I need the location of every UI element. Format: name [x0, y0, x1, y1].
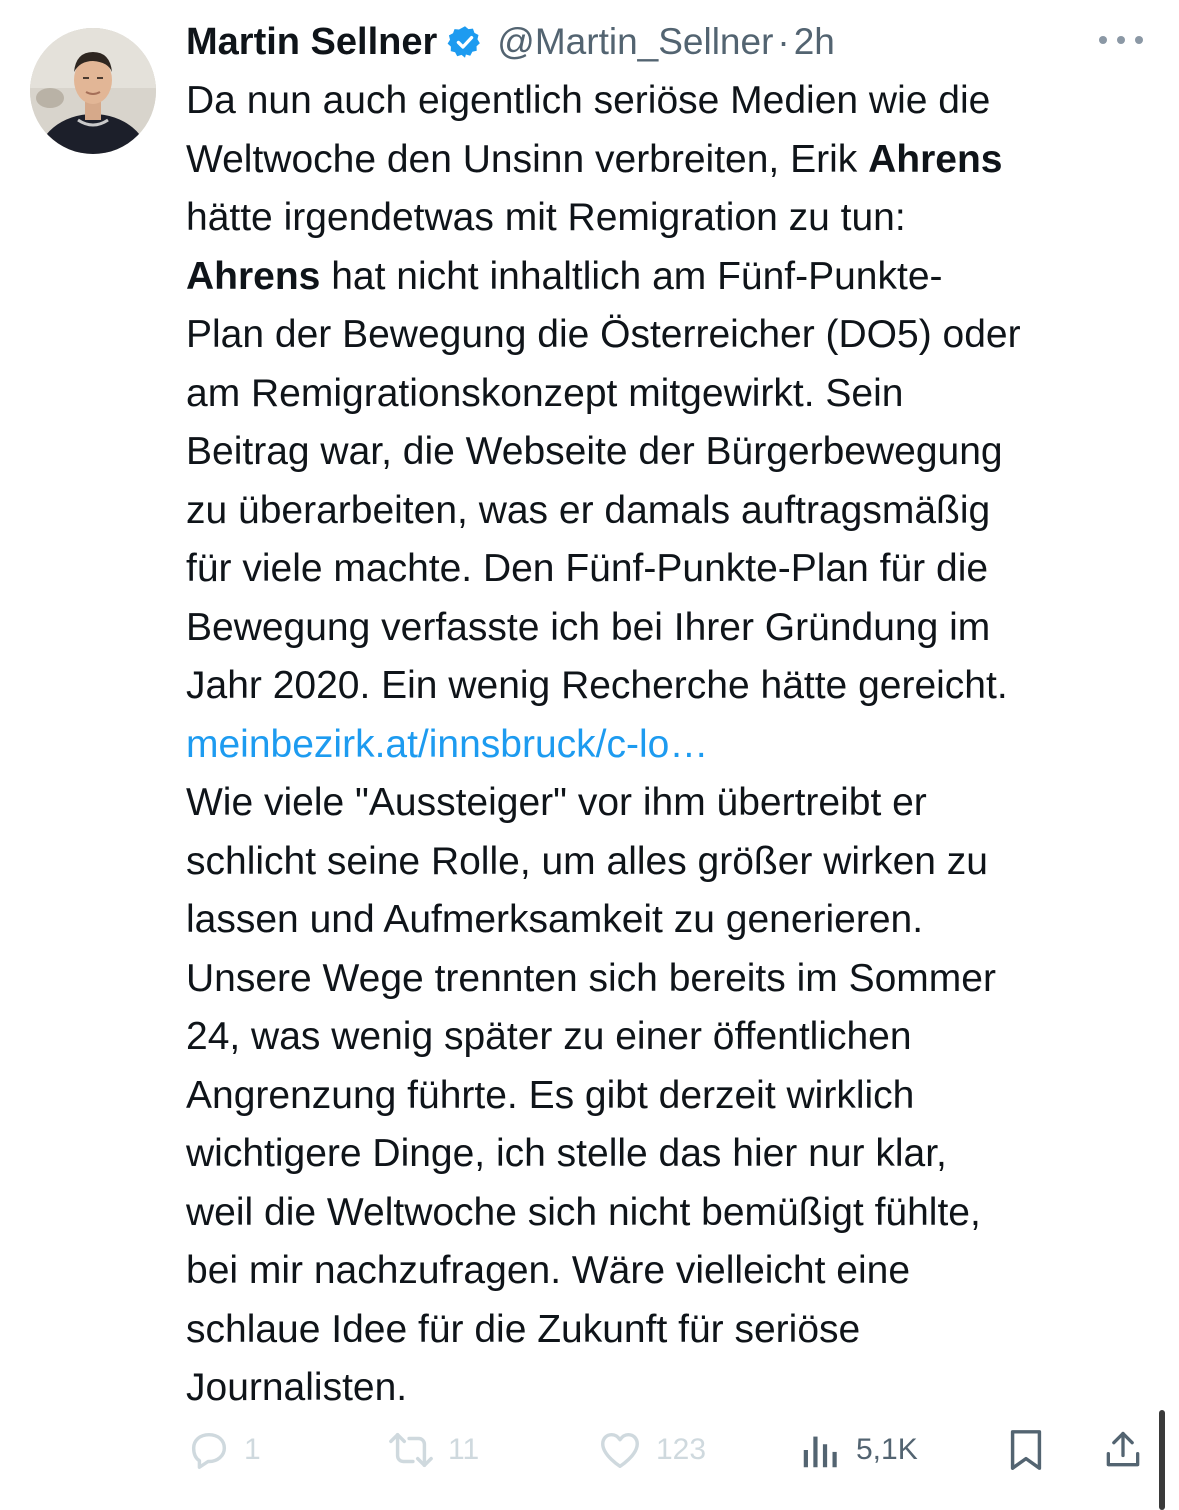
tweet-text-line — [186, 774, 1151, 833]
tweet-text-segment: wichtigere Dinge, ich stelle das hier nur klar, — [186, 1132, 947, 1175]
tweet-text-line — [186, 1067, 1151, 1126]
retweet-button[interactable] — [386, 1420, 479, 1480]
tweet-text-segment: lassen und Aufmerksamkeit zu generieren. — [186, 898, 924, 941]
tweet-text-segment: Beitrag war, die Webseite der Bürgerbewegung — [186, 430, 1003, 473]
tweet-text-line — [186, 72, 1151, 131]
tweet-text-line — [186, 306, 1151, 365]
heart-icon — [596, 1427, 644, 1473]
reply-count: 1 — [244, 1433, 261, 1466]
tweet-text-segment: Da nun auch eigentlich seriöse Medien wie die — [186, 79, 991, 122]
meta-separator: · — [777, 21, 790, 62]
tweet-text-line — [186, 248, 1151, 307]
tweet-text-segment: zu überarbeiten, was er damals auftragsmäßig — [186, 488, 991, 532]
tweet-text-line — [186, 1359, 1151, 1418]
like-button[interactable] — [596, 1420, 706, 1480]
tweet-text-line — [186, 657, 1151, 716]
tweet-text-segment: Bewegung verfasste ich bei Ihrer Gründung im — [186, 605, 991, 649]
tweet-text-segment: für viele machte. Den Fünf-Punkte-Plan für die — [186, 547, 989, 590]
tweet-text-line — [186, 1008, 1151, 1067]
tweet-text-segment: schlaue Idee für die Zukunft für seriöse — [186, 1307, 861, 1351]
views-count: 5,1K — [856, 1433, 918, 1466]
tweet-text-segment: weil die Weltwoche sich nicht bemüßigt fühlte, — [186, 1190, 981, 1234]
tweet-actions — [186, 1420, 1151, 1480]
tweet-text — [186, 72, 1151, 1418]
author-handle[interactable]: @Martin_Sellner — [497, 21, 774, 62]
tweet-text-line — [186, 189, 1151, 248]
tweet-text-line — [186, 365, 1151, 424]
author-avatar[interactable] — [30, 28, 156, 154]
tweet-text-line — [186, 599, 1151, 658]
more-horizontal-icon[interactable] — [1093, 20, 1149, 60]
tweet-text-bold: Ahrens — [186, 254, 321, 298]
tweet-text-line — [186, 1242, 1151, 1301]
tweet-text-segment: 24, was wenig später zu einer öffentlichen — [186, 1015, 912, 1058]
tweet-text-line — [186, 833, 1151, 892]
views-button[interactable] — [798, 1420, 918, 1480]
tweet-link[interactable]: meinbezirk.at/innsbruck/c-lo… — [186, 722, 709, 766]
share-button[interactable] — [1101, 1420, 1145, 1480]
views-chart-icon — [798, 1427, 844, 1473]
tweet-text-line — [186, 1184, 1151, 1243]
tweet-text-segment: hat nicht inhaltlich am Fünf-Punkte- — [320, 254, 943, 298]
tweet-text-segment: Plan der Bewegung die Österreicher (DO5) oder — [186, 313, 1021, 356]
tweet-text-line — [186, 423, 1151, 482]
tweet-text-segment: Wie viele "Aussteiger" vor ihm übertreibt er — [186, 781, 927, 824]
tweet-text-line — [186, 131, 1151, 190]
tweet-text-segment: Angrenzung führte. Es gibt derzeit wirklich — [186, 1073, 915, 1117]
tweet-text-line — [186, 950, 1151, 1009]
scrollbar[interactable] — [1159, 1410, 1165, 1510]
retweet-count: 11 — [448, 1433, 480, 1466]
avatar-image — [30, 28, 156, 154]
tweet-text-segment: Unsere Wege trennten sich bereits im Sommer — [186, 956, 996, 1000]
retweet-icon — [386, 1427, 436, 1473]
tweet-text-segment: schlicht seine Rolle, um alles größer wirken zu — [186, 839, 988, 883]
tweet-text-segment: am Remigrationskonzept mitgewirkt. Sein — [186, 371, 904, 415]
tweet-text-line — [186, 482, 1151, 541]
tweet-text-line — [186, 1301, 1151, 1360]
share-icon — [1101, 1427, 1145, 1473]
like-count: 123 — [656, 1433, 707, 1466]
tweet-time[interactable]: 2h — [793, 21, 835, 62]
tweet-text-bold: Ahrens — [868, 137, 1003, 181]
tweet-text-segment: Weltwoche den Unsinn verbreiten, Erik — [186, 137, 869, 181]
tweet-header — [186, 14, 835, 70]
author-name[interactable]: Martin Sellner — [186, 20, 438, 63]
bookmark-button[interactable] — [1006, 1420, 1046, 1480]
tweet-text-line — [186, 1125, 1151, 1184]
tweet-text-segment: Journalisten. — [186, 1366, 408, 1409]
bookmark-icon — [1006, 1427, 1046, 1473]
tweet-text-segment: hätte irgendetwas mit Remigration zu tun: — [186, 196, 906, 239]
verified-badge-icon[interactable] — [447, 24, 483, 60]
reply-icon — [186, 1427, 232, 1473]
reply-button[interactable] — [186, 1420, 261, 1480]
tweet-text-line — [186, 540, 1151, 599]
tweet-text-line — [186, 716, 1151, 775]
tweet-text-segment: bei mir nachzufragen. Wäre vielleicht eine — [186, 1249, 911, 1292]
tweet-text-line — [186, 891, 1151, 950]
tweet-text-segment: Jahr 2020. Ein wenig Recherche hätte gereicht. — [186, 664, 1008, 707]
